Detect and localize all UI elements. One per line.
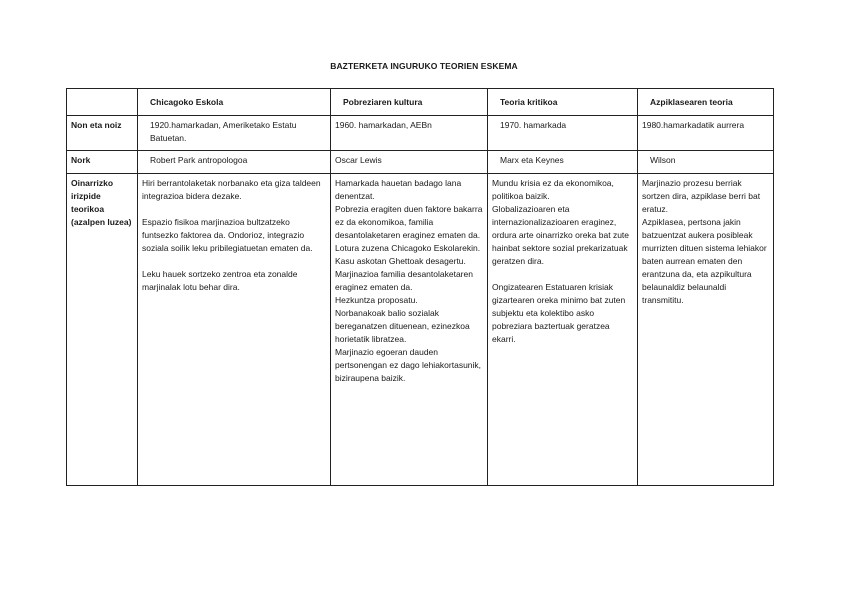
table-header-row — [67, 89, 774, 116]
document-title: BAZTERKETA INGURUKO TEORIEN ESKEMA — [330, 61, 518, 71]
table-cell: Wilson — [638, 151, 774, 174]
table-cell: Oscar Lewis — [331, 151, 488, 174]
table-cell: Mundu krisia ez da ekonomikoa, politikoa baizik. Globalizazioaren eta internazionalizazioaren eraginez, ordura arte oinarrizko oreka bat zute hainbat sektore sozial prekarizatuak geratzen dira. Ongizatearen Estatuaren krisiak gizartearen oreka minimo bat zuten subjektu eta kolektibo asko pobreziara baztertuak geratzea ekarri. — [488, 174, 638, 486]
table-cell: 1960. hamarkadan, AEBn — [331, 116, 488, 151]
table-cell: Marjinazio prozesu berriak sortzen dira, azpiklase berri bat eratuz. Azpiklasea, pertsona jakin batzuentzat aukera posibleak murrizten dituen sistema lehiakor baten aurrean ematen den erantzuna da, eta azpikultura belaunaldiz belaunaldi transmititu. — [638, 174, 774, 486]
row-header-non-eta-noiz: Non eta noiz — [67, 116, 138, 151]
column-header-azpiklasearen-teoria: Azpiklasearen teoria — [638, 89, 774, 116]
column-header-teoria-kritikoa: Teoria kritikoa — [488, 89, 638, 116]
table-cell: Hiri berrantolaketak norbanako eta giza taldeen integrazioa bidera dezake. Espazio fisikoa marjinazioa bultzatzeko funtsezko faktorea da. Ondorioz, integrazio soziala soilik leku pribilegiatuetan ematen da. Leku hauek sortzeko zentroa eta zonalde marjinalak lotu behar dira. — [138, 174, 331, 486]
table-cell: Robert Park antropologoa — [138, 151, 331, 174]
table-cell: 1920.hamarkadan, Ameriketako Estatu Batuetan. — [138, 116, 331, 151]
table-row — [67, 116, 774, 151]
column-header-chicagoko-eskola: Chicagoko Eskola — [138, 89, 331, 116]
row-header-nork: Nork — [67, 151, 138, 174]
column-header-pobreziaren-kultura: Pobreziaren kultura — [331, 89, 488, 116]
theories-table — [66, 88, 774, 486]
header-corner-cell — [67, 89, 138, 116]
table-cell: Hamarkada hauetan badago lana denentzat. Pobrezia eragiten duen faktore bakarra ez da ekonomikoa, familia desantolaketaren eraginez ematen da. Lotura zuzena Chicagoko Eskolarekin. Kasu askotan Ghettoak desagertu. Marjinazioa familia desantolaketaren eraginez ematen da. Hezkuntza proposatu. Norbanakoak balio sozialak bereganatzen dituenean, ezinezkoa horietatik libratzea. Marjinazio egoeran dauden pertsonengan ez dago lehiakortasunik, biziraupena baizik. — [331, 174, 488, 486]
row-header-oinarrizko-irizpide: Oinarrizko irizpide teorikoa (azalpen luzea) — [67, 174, 138, 486]
table-row — [67, 151, 774, 174]
table-cell: 1970. hamarkada — [488, 116, 638, 151]
table-row — [67, 174, 774, 486]
table-cell: Marx eta Keynes — [488, 151, 638, 174]
table-cell: 1980.hamarkadatik aurrera — [638, 116, 774, 151]
